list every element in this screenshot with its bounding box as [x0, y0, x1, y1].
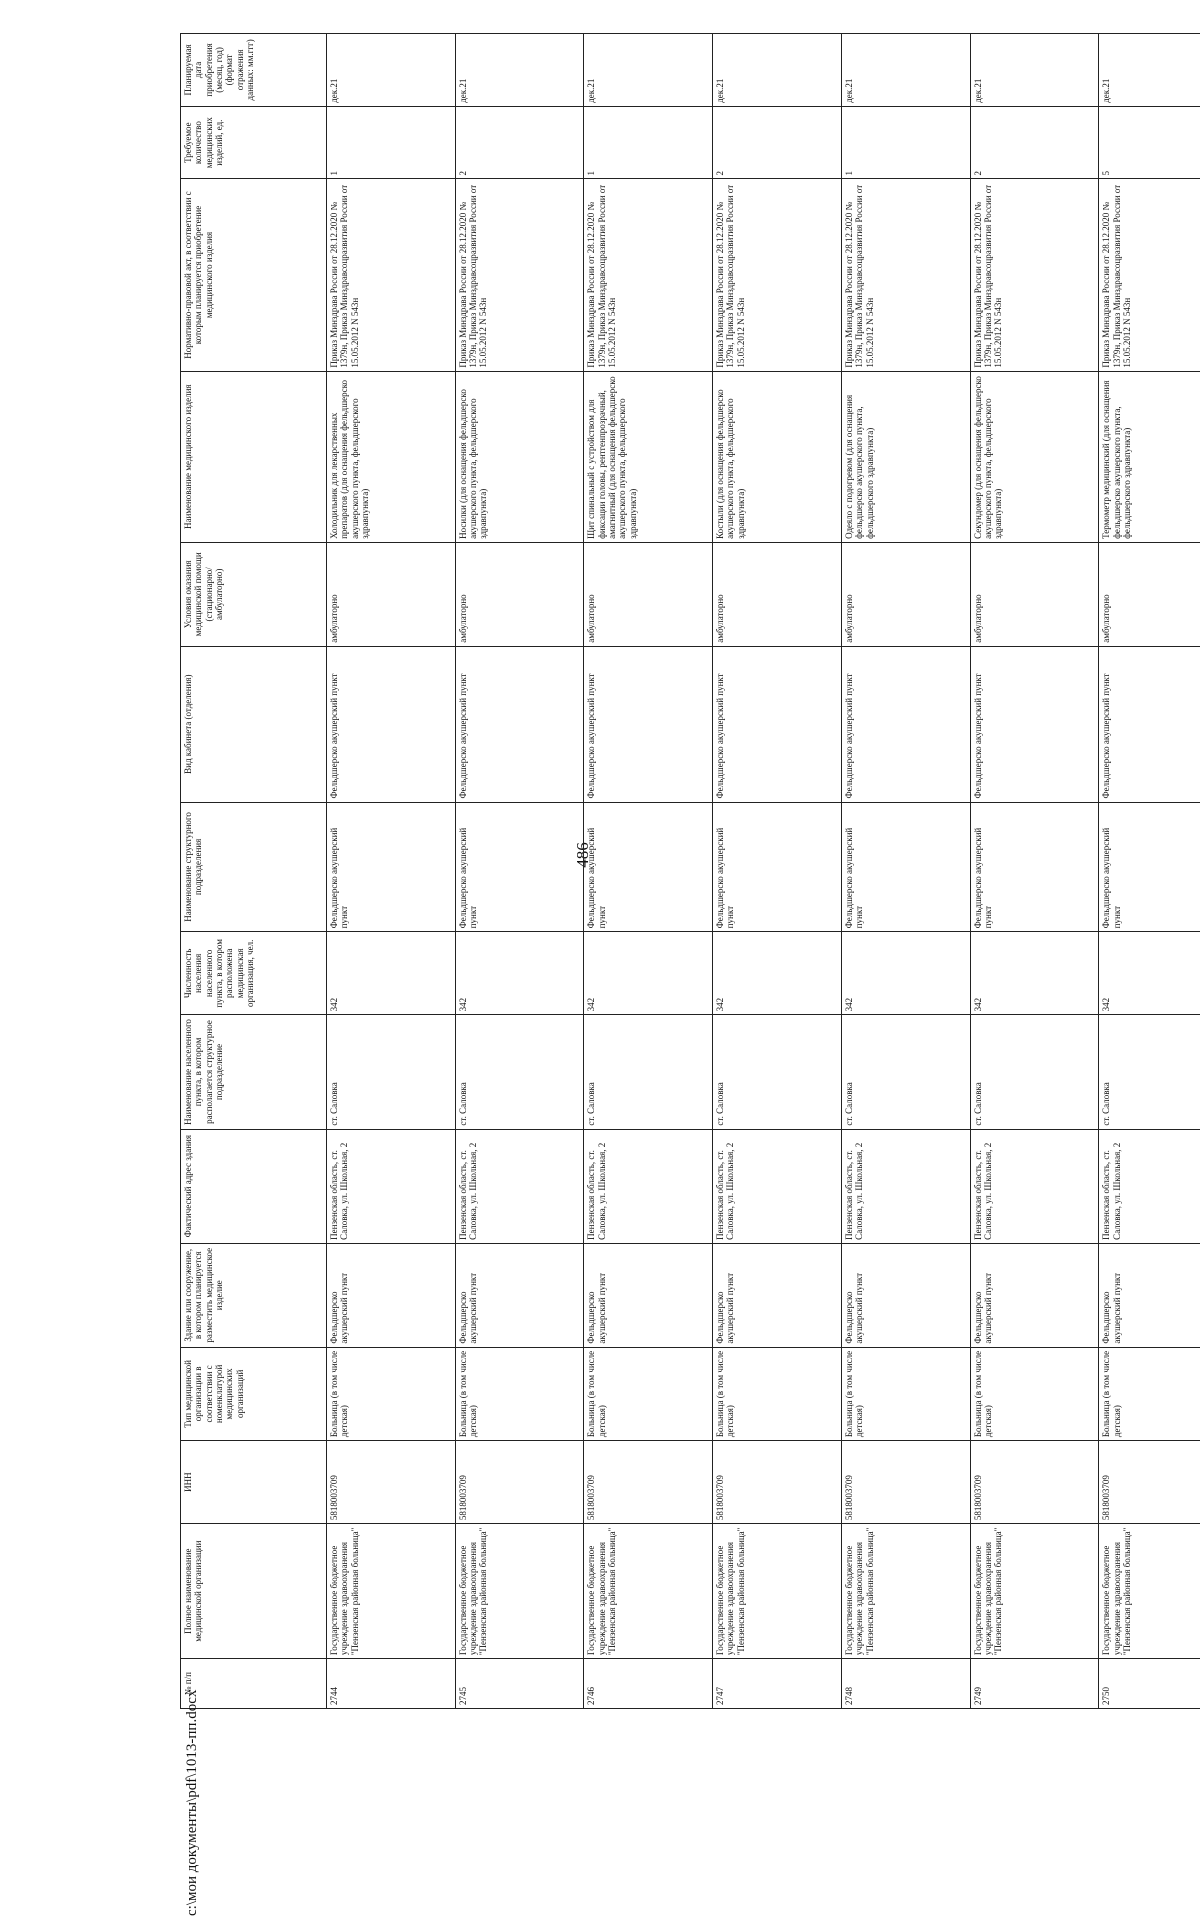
cell-inn: 5818003709 [455, 1441, 584, 1524]
cell-unit: Фельдшерско акушерский пункт [841, 802, 970, 932]
cell-conditions: амбулаторно [584, 542, 713, 646]
cell-qty: 2 [713, 106, 842, 179]
column-header: ИНН [181, 1441, 327, 1524]
cell-address: Пензенская область, ст. Саловка, ул. Школьная, 2 [970, 1129, 1099, 1243]
cell-act: Приказ Минздрава России от 28.12.2020 № 1379н, Приказ Минздравсоцразвития России от 15.05.2012 N 543н [584, 179, 713, 371]
cell-room: Фельдшерско акушерский пункт [841, 646, 970, 802]
cell-building: Фельдшерско акушерский пункт [455, 1243, 584, 1347]
cell-act: Приказ Минздрава России от 28.12.2020 № 1379н, Приказ Минздравсоцразвития России от 15.05.2012 N 543н [970, 179, 1099, 371]
cell-device: Носилки (для оснащения фельдшерско акушерского пункта, фельдшерского здравпункта) [455, 371, 584, 542]
cell-type: Больница (в том числе детская) [584, 1347, 713, 1440]
cell-date: дек.21 [713, 34, 842, 107]
cell-inn: 5818003709 [327, 1441, 456, 1524]
column-header: Тип медицинской организации в соответствии с номенклатурой медицинских организаций [181, 1347, 327, 1440]
column-header: Наименование населенного пункта, в котором располагается структурное подразделение [181, 1015, 327, 1129]
column-header: Нормативно-правовой акт, в соответствии с которым планируется приобретение медицинского изделия [181, 179, 327, 371]
cell-room: Фельдшерско акушерский пункт [455, 646, 584, 802]
cell-inn: 5818003709 [841, 1441, 970, 1524]
cell-act: Приказ Минздрава России от 28.12.2020 № 1379н, Приказ Минздравсоцразвития России от 15.05.2012 N 543н [327, 179, 456, 371]
cell-date: дек.21 [970, 34, 1099, 107]
cell-conditions: амбулаторно [455, 542, 584, 646]
cell-population: 342 [455, 932, 584, 1015]
cell-unit: Фельдшерско акушерский пункт [1099, 802, 1200, 932]
cell-qty: 2 [455, 106, 584, 179]
cell-address: Пензенская область, ст. Саловка, ул. Школьная, 2 [455, 1129, 584, 1243]
table-row [713, 34, 842, 1709]
column-header: Полное наименование медицинской организации [181, 1524, 327, 1659]
cell-act: Приказ Минздрава России от 28.12.2020 № 1379н, Приказ Минздравсоцразвития России от 15.05.2012 N 543н [841, 179, 970, 371]
cell-date: дек.21 [584, 34, 713, 107]
cell-act: Приказ Минздрава России от 28.12.2020 № 1379н, Приказ Минздравсоцразвития России от 15.05.2012 N 543н [455, 179, 584, 371]
cell-room: Фельдшерско акушерский пункт [1099, 646, 1200, 802]
table-row [1099, 34, 1200, 1709]
footer-file-path: c:\мои документы\pdf\1013-пп.docx [181, 1476, 203, 1916]
cell-qty: 1 [841, 106, 970, 179]
cell-num: 2750 [1099, 1659, 1200, 1709]
cell-num: 2746 [584, 1659, 713, 1709]
cell-address: Пензенская область, ст. Саловка, ул. Школьная, 2 [1099, 1129, 1200, 1243]
cell-num: 2749 [970, 1659, 1099, 1709]
cell-population: 342 [584, 932, 713, 1015]
table-header-row [181, 34, 327, 1709]
cell-room: Фельдшерско акушерский пункт [713, 646, 842, 802]
cell-device: Секундомер (для оснащения фельдшерско акушерского пункта, фельдшерского здравпункта) [970, 371, 1099, 542]
cell-type: Больница (в том числе детская) [455, 1347, 584, 1440]
cell-date: дек.21 [841, 34, 970, 107]
cell-building: Фельдшерско акушерский пункт [970, 1243, 1099, 1347]
cell-type: Больница (в том числе детская) [970, 1347, 1099, 1440]
cell-population: 342 [327, 932, 456, 1015]
cell-locality: ст. Саловка [455, 1015, 584, 1129]
cell-type: Больница (в том числе детская) [1099, 1347, 1200, 1440]
cell-device: Щит спинальный с устройством для фиксации головы, рентгенпрозрачный, амагнитный (для оснащения фельдшерско акушерского пункта, фельдшерского здравпункта) [584, 371, 713, 542]
cell-org: Государственное бюджетное учреждение здравоохранения "Пензенская районная больница" [841, 1524, 970, 1659]
cell-num: 2745 [455, 1659, 584, 1709]
cell-org: Государственное бюджетное учреждение здравоохранения "Пензенская районная больница" [584, 1524, 713, 1659]
cell-locality: ст. Саловка [970, 1015, 1099, 1129]
cell-unit: Фельдшерско акушерский пункт [455, 802, 584, 932]
cell-org: Государственное бюджетное учреждение здравоохранения "Пензенская районная больница" [1099, 1524, 1200, 1659]
table-row [455, 34, 584, 1709]
table-body [327, 34, 1200, 1709]
cell-building: Фельдшерско акушерский пункт [327, 1243, 456, 1347]
cell-num: 2744 [327, 1659, 456, 1709]
cell-unit: Фельдшерско акушерский пункт [970, 802, 1099, 932]
equipment-table [180, 33, 1200, 1709]
cell-conditions: амбулаторно [1099, 542, 1200, 646]
cell-qty: 2 [970, 106, 1099, 179]
cell-building: Фельдшерско акушерский пункт [584, 1243, 713, 1347]
cell-type: Больница (в том числе детская) [841, 1347, 970, 1440]
cell-address: Пензенская область, ст. Саловка, ул. Школьная, 2 [327, 1129, 456, 1243]
cell-num: 2748 [841, 1659, 970, 1709]
cell-address: Пензенская область, ст. Саловка, ул. Школьная, 2 [584, 1129, 713, 1243]
table-row [327, 34, 456, 1709]
cell-building: Фельдшерско акушерский пункт [1099, 1243, 1200, 1347]
cell-num: 2747 [713, 1659, 842, 1709]
cell-device: Одеяло с подогревом (для оснащения фельдшерско акушерского пункта, фельдшерского здравпункта) [841, 371, 970, 542]
column-header: № п/п [181, 1659, 327, 1709]
cell-act: Приказ Минздрава России от 28.12.2020 № 1379н, Приказ Минздравсоцразвития России от 15.05.2012 N 543н [1099, 179, 1200, 371]
cell-qty: 5 [1099, 106, 1200, 179]
table-row [841, 34, 970, 1709]
cell-locality: ст. Саловка [327, 1015, 456, 1129]
cell-date: дек.21 [327, 34, 456, 107]
equipment-table-container [180, 33, 1200, 1709]
cell-address: Пензенская область, ст. Саловка, ул. Школьная, 2 [713, 1129, 842, 1243]
cell-conditions: амбулаторно [970, 542, 1099, 646]
cell-address: Пензенская область, ст. Саловка, ул. Школьная, 2 [841, 1129, 970, 1243]
cell-room: Фельдшерско акушерский пункт [327, 646, 456, 802]
column-header: Здание или сооружение, в котором планируется разместить медицинское изделие [181, 1243, 327, 1347]
cell-unit: Фельдшерско акушерский пункт [327, 802, 456, 932]
cell-inn: 5818003709 [713, 1441, 842, 1524]
cell-conditions: амбулаторно [327, 542, 456, 646]
cell-qty: 1 [584, 106, 713, 179]
column-header: Численность населения населенного пункта, в котором расположена медицинская организация, чел. [181, 932, 327, 1015]
column-header: Планируемая дата приобретения (месяц, год) (формат отражения данных: мм.ггг) [181, 34, 327, 107]
page-number: 486 [573, 835, 593, 875]
cell-org: Государственное бюджетное учреждение здравоохранения "Пензенская районная больница" [970, 1524, 1099, 1659]
cell-act: Приказ Минздрава России от 28.12.2020 № 1379н, Приказ Минздравсоцразвития России от 15.05.2012 N 543н [713, 179, 842, 371]
cell-conditions: амбулаторно [841, 542, 970, 646]
cell-building: Фельдшерско акушерский пункт [841, 1243, 970, 1347]
column-header: Фактический адрес здания [181, 1129, 327, 1243]
column-header: Условия оказания медицинской помощи (стационарно/амбулаторно) [181, 542, 327, 646]
cell-conditions: амбулаторно [713, 542, 842, 646]
cell-population: 342 [970, 932, 1099, 1015]
cell-qty: 1 [327, 106, 456, 179]
cell-population: 342 [1099, 932, 1200, 1015]
cell-org: Государственное бюджетное учреждение здравоохранения "Пензенская районная больница" [455, 1524, 584, 1659]
cell-date: дек.21 [455, 34, 584, 107]
cell-locality: ст. Саловка [584, 1015, 713, 1129]
cell-inn: 5818003709 [584, 1441, 713, 1524]
cell-population: 342 [841, 932, 970, 1015]
column-header: Требуемое количество медицинских изделий, ед. [181, 106, 327, 179]
cell-inn: 5818003709 [1099, 1441, 1200, 1524]
cell-device: Термометр медицинский (для оснащения фельдшерско акушерского пункта, фельдшерского здравпункта) [1099, 371, 1200, 542]
cell-inn: 5818003709 [970, 1441, 1099, 1524]
cell-date: дек.21 [1099, 34, 1200, 107]
cell-org: Государственное бюджетное учреждение здравоохранения "Пензенская районная больница" [713, 1524, 842, 1659]
cell-locality: ст. Саловка [1099, 1015, 1200, 1129]
cell-room: Фельдшерско акушерский пункт [584, 646, 713, 802]
cell-unit: Фельдшерско акушерский пункт [713, 802, 842, 932]
cell-org: Государственное бюджетное учреждение здравоохранения "Пензенская районная больница" [327, 1524, 456, 1659]
table-row [584, 34, 713, 1709]
cell-locality: ст. Саловка [713, 1015, 842, 1129]
cell-building: Фельдшерско акушерский пункт [713, 1243, 842, 1347]
cell-device: Холодильник для лекарственных препаратов (для оснащения фельдшерско акушерского пункта, фельдшерского здравпункта) [327, 371, 456, 542]
cell-population: 342 [713, 932, 842, 1015]
column-header: Наименование структурного подразделения [181, 802, 327, 932]
table-row [970, 34, 1099, 1709]
cell-unit: Фельдшерско акушерский пункт [584, 802, 713, 932]
column-header: Вид кабинета (отделения) [181, 646, 327, 802]
cell-type: Больница (в том числе детская) [327, 1347, 456, 1440]
cell-device: Костыли (для оснащения фельдшерско акушерского пункта, фельдшерского здравпункта) [713, 371, 842, 542]
cell-type: Больница (в том числе детская) [713, 1347, 842, 1440]
cell-room: Фельдшерско акушерский пункт [970, 646, 1099, 802]
cell-locality: ст. Саловка [841, 1015, 970, 1129]
column-header: Наименование медицинского изделия [181, 371, 327, 542]
